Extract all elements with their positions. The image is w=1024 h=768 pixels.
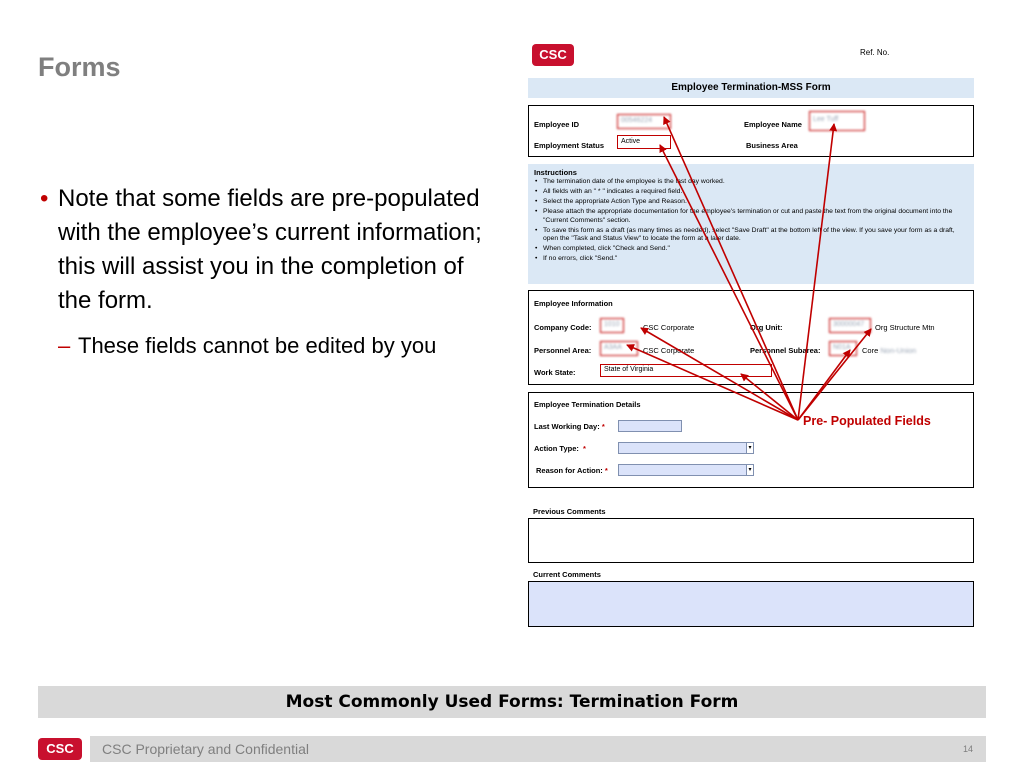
required-mark: *	[583, 444, 586, 453]
action-type-label-text: Action Type:	[534, 444, 579, 453]
instructions-list	[534, 178, 966, 265]
chevron-down-icon[interactable]: ▾	[746, 443, 753, 453]
employment-status-field: Active	[617, 135, 671, 149]
employee-section	[528, 105, 974, 157]
business-area-label: Business Area	[746, 141, 798, 150]
termination-heading: Employee Termination Details	[534, 400, 641, 409]
personnel-subarea-name-prefix: Core	[862, 346, 879, 355]
work-state-label: Work State:	[534, 368, 576, 377]
caption-bar: Most Commonly Used Forms: Termination Form	[38, 686, 986, 718]
last-working-day-label-text: Last Working Day:	[534, 422, 600, 431]
sub-bullet-item	[40, 332, 500, 360]
last-working-day-input[interactable]	[618, 420, 682, 432]
sub-bullet-text: These fields cannot be edited by you	[78, 333, 437, 358]
last-working-day-label	[534, 422, 605, 431]
instruction-item: • When completed, click "Check and Send."	[534, 245, 966, 254]
instruction-item: • All fields with an " * " indicates a required field.	[534, 188, 966, 197]
instruction-item: • Please attach the appropriate documentation for the employee's termination or cut and paste the text from the original document into the "Current Comments" section.	[534, 208, 966, 225]
personnel-area-label: Personnel Area:	[534, 346, 592, 355]
previous-comments-label: Previous Comments	[533, 507, 606, 516]
employee-id-label: Employee ID	[534, 120, 580, 129]
instruction-item: • The termination date of the employee is the last day worked.	[534, 178, 966, 187]
callout-label: Pre- Populated Fields	[803, 414, 931, 428]
reason-label-text: Reason for Action:	[536, 466, 603, 475]
bullet-dot-icon: •	[40, 185, 49, 212]
instruction-item: • If no errors, click "Send."	[534, 255, 966, 264]
current-comments-label: Current Comments	[533, 570, 601, 579]
personnel-area-field: A3AA	[600, 341, 638, 356]
personnel-area-name: CSC Corporate	[643, 346, 695, 355]
action-type-select[interactable]	[618, 442, 754, 454]
previous-comments-box	[528, 518, 974, 563]
instructions-section	[528, 164, 974, 284]
employee-id-field: 00546224	[617, 114, 671, 129]
footer-csc-logo: CSC	[38, 738, 82, 760]
termination-details-section	[528, 392, 974, 488]
slide-title: Forms	[38, 52, 121, 82]
bullet-list	[40, 182, 500, 360]
reason-label	[536, 466, 608, 475]
required-mark: *	[601, 422, 605, 431]
form-csc-logo: CSC	[532, 44, 574, 66]
bullet-item	[40, 182, 500, 318]
reason-select[interactable]	[618, 464, 754, 476]
employment-status-label: Employment Status	[534, 141, 605, 150]
org-unit-field: 30000047	[829, 318, 871, 333]
instruction-item: • Select the appropriate Action Type and Reason.	[534, 198, 966, 207]
employee-info-heading: Employee Information	[534, 299, 613, 308]
required-mark: *	[604, 466, 608, 475]
org-unit-name: Org Structure Mtn	[875, 323, 935, 332]
sub-bullet-dash-icon: –	[58, 333, 71, 358]
employee-name-field: Lee Tuff	[809, 111, 865, 131]
personnel-subarea-name	[862, 346, 916, 355]
company-code-field: 1010	[600, 318, 624, 333]
form-screenshot	[520, 40, 980, 640]
personnel-subarea-label: Personnel Subarea:	[750, 346, 821, 355]
employee-name-label: Employee Name	[744, 120, 802, 129]
work-state-field: State of Virginia	[600, 364, 772, 377]
org-unit-label: Org Unit:	[750, 323, 783, 332]
company-code-label: Company Code:	[534, 323, 592, 332]
company-name: CSC Corporate	[643, 323, 695, 332]
instructions-heading: Instructions	[534, 168, 577, 177]
personnel-subarea-field: N01A	[829, 341, 857, 356]
ref-no-label: Ref. No.	[860, 48, 890, 57]
form-title: Employee Termination-MSS Form	[528, 78, 974, 98]
current-comments-textarea[interactable]	[528, 581, 974, 627]
employee-info-section	[528, 290, 974, 385]
personnel-subarea-name-rest: Non-Union	[880, 346, 917, 355]
action-type-label	[534, 444, 586, 453]
instruction-item: • To save this form as a draft (as many times as needed), select "Save Draft" at the bottom left of the view. If you save your form as a draft, open the "Task and Status View" to locate the form at a later date.	[534, 227, 966, 244]
footer-text: CSC Proprietary and Confidential	[102, 741, 309, 757]
page-number: 14	[963, 744, 974, 754]
bullet-text: Note that some fields are pre-populated with the employee’s current information; this will assist you in the completion of the form.	[58, 185, 482, 314]
chevron-down-icon[interactable]: ▾	[746, 465, 753, 475]
